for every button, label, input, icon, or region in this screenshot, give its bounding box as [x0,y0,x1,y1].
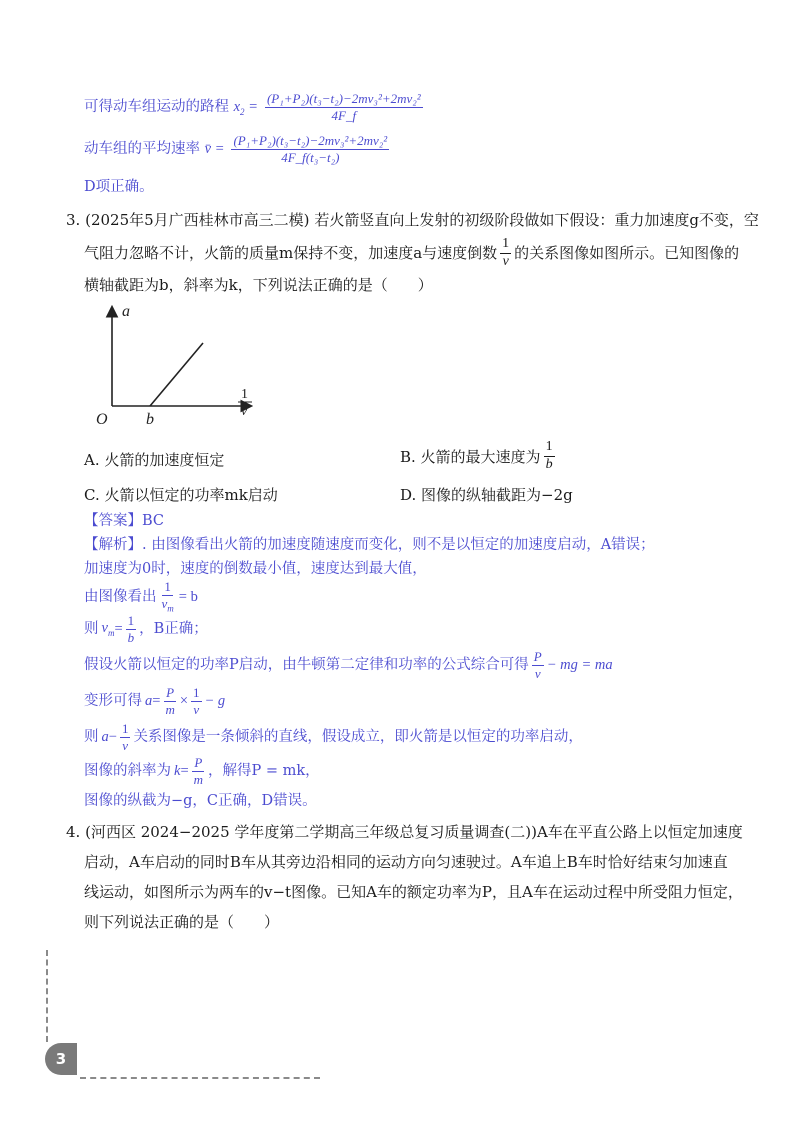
footer-dashed-vertical [46,950,48,1042]
path-formula: 可得动车组运动的路程 $x_2$ = $\frac{\text{(P₁+P₂)(t₃−t₂)−2mv₃²+2mv₂²}}{4F\_f}$ [84,91,421,123]
question-4-line-1 [66,817,743,847]
path-fraction [265,92,423,122]
prev-conclusion: D项正确。 [84,179,154,195]
analysis-3-line-3: 由图像看出 $\frac{1}{v_m}$ = b [84,579,198,614]
x-axis-label-num: 1 [241,387,248,402]
origin-label: O [96,411,108,428]
analysis-3-line-6: 变形可得 a = $\frac{P}{m}$ × $\frac{1}{v}$ − g [84,685,226,717]
avg-fraction [231,134,389,164]
question-4-text-1: (河西区 2024−2025 学年度第二学期高三年级总复习质量调查(二))A车在平直公路上以恒定加速度 [85,823,743,841]
avg-denominator: 4F_f(t₃−t₂) [281,149,340,165]
analysis-3-line-9: 图像的纵截为−g，C正确，D错误。 [84,793,317,809]
x-axis-label-den: v [241,404,248,419]
path-denominator: 4F_f [331,107,357,123]
option-b-text: B. 火箭的最大速度为 [400,447,541,466]
avg-label: 动车组的平均速率 [84,141,200,158]
analysis-3-line-2: 加速度为0时，速度的倒数最小值，速度达到最大值， [84,561,427,577]
intercept-label: b [146,411,154,428]
question-3-line-2 [84,237,739,269]
question-3-text-2a: 气阻力忽略不计，火箭的质量m保持不变，加速度a与速度倒数 [84,244,498,263]
avg-var: v̄ [204,141,212,158]
question-4-number: 4. [66,823,81,841]
question-3-text-1: 若火箭竖直向上发射的初级阶段做如下假设：重力加速度g不变，空 [314,211,759,229]
question-3-line-1 [66,205,759,235]
question-3-text-2b: 的关系图像如图所示。已知图像的 [514,244,740,263]
avg-speed-formula: 动车组的平均速率 v̄ = $\frac{\text{(P₁+P₂)(t₃−t₂)−2mv₃²+2mv₂²}}{\text{4F\_f(t₃−t₂)}}$ [84,133,388,165]
avg-numerator: (P₁+P₂)(t₃−t₂)−2mv₃²+2mv₂² [233,133,388,148]
path-label: 可得动车组运动的路程 [84,99,229,116]
question-4-line-2: 启动，A车启动的同时B车从其旁边沿相同的运动方向匀速驶过。A车追上B车时恰好结束匀加速直 [84,853,728,871]
question-3-source: (2025年5月广西桂林市高三二模) [85,211,310,229]
question-3-text-3: 横轴截距为b，斜率为k，下列说法正确的是（ ） [84,276,433,294]
analysis-3-line-7: 则 a − $\frac{1}{v}$ 关系图像是一条倾斜的直线，假设成立，即火箭是以恒定的功率启动， [84,721,583,753]
question-3-graph [90,300,270,430]
option-d[interactable]: D. 图像的纵轴截距为−2g [400,486,573,504]
question-4-line-3: 线运动，如图所示为两车的v−t图像。已知A车的额定功率为P，且A车在运动过程中所受阻力恒定， [84,883,743,901]
option-b[interactable] [400,440,558,472]
option-a[interactable]: A. 火箭的加速度恒定 [84,451,225,469]
page-number: 3 [45,1043,77,1075]
option-c[interactable]: C. 火箭以恒定的功率mk启动 [84,486,278,504]
option-b-fraction: $\frac{1}{b}$ [545,439,553,472]
question-3-inline-fraction: $\frac{1}{v}$ [502,236,510,269]
graph-line [150,343,203,406]
y-axis-label: a [122,303,130,320]
question-3-number: 3. [66,211,81,229]
analysis-3-line-8: 图像的斜率为 k = $\frac{P}{m}$ ，解得P = mk， [84,755,320,787]
analysis-3-line-4: 则 $v_m$ = $\frac{1}{b}$ ，B正确； [84,613,208,645]
analysis-3-line-5: 假设火箭以恒定的功率P启动，由牛顿第二定律和功率的公式综合可得 $\frac{P}{v}$ − mg = ma [84,649,613,681]
path-numerator: (P₁+P₂)(t₃−t₂)−2mv₃²+2mv₂² [266,91,421,106]
answer-3: 【答案】BC [84,513,165,529]
path-var: $x_2$ [233,99,245,118]
footer-dashed-horizontal [80,1077,320,1079]
analysis-3-line-1: 【解析】. 由图像看出火箭的加速度随速度而变化，则不是以恒定的加速度启动，A错误； [84,537,655,553]
question-4-line-4: 则下列说法正确的是（ ） [84,913,280,931]
